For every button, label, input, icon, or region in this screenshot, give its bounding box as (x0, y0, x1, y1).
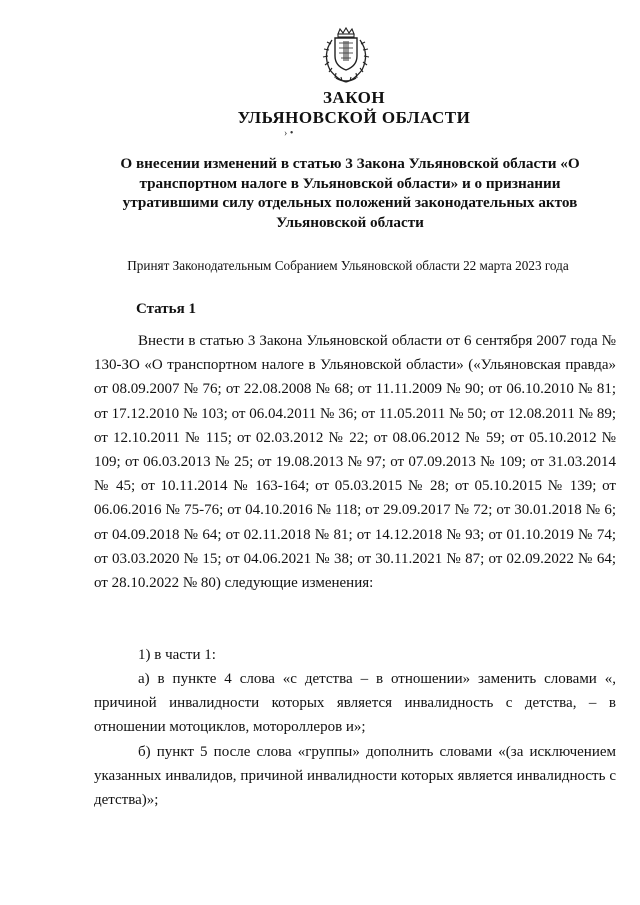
coat-of-arms-emblem (318, 26, 374, 86)
adoption-note: Принят Законодательным Собранием Ульяновской области 22 марта 2023 года (127, 258, 569, 273)
law-subtitle: О внесении изменений в статью 3 Закона Ульяновской области «О транспортном налоге в Ульяновской области» и о признании утратившими силу отдельных положений законодательных актов Ульяновской области (120, 155, 580, 231)
document-region-title: УЛЬЯНОВСКОЙ ОБЛАСТИ (237, 108, 471, 127)
document-type-title: ЗАКОН (322, 88, 386, 107)
article-item-1-b: б) пункт 5 после слова «группы» дополнить словами «(за исключением указанных инвалидов, причиной инвалидности которых является инвалидность с детства)»; (94, 744, 616, 809)
scan-marks: › • (284, 128, 294, 139)
article-item-1: 1) в части 1: (138, 647, 216, 663)
article-heading: Статья 1 (136, 301, 196, 317)
article-main-paragraph: Внести в статью 3 Закона Ульяновской области от 6 сентября 2007 года № 130-ЗО «О транспортном налоге в Ульяновской области» («Ульяновская правда» от 08.09.2007 № 76; от 22.08.2008 № 68; от 11.11.2009 № 90; от 06.10.2010 № 81; от 17.12.2010 № 103; от 06.04.2011 № 36; от 11.05.2011 № 50; от 12.08.2011 № 89; от 12.10.2011 № 115; от 02.03.2012 № 22; от 08.06.2012 № 59; от 05.10.2012 № 109; от 06.03.2013 № 25; от 19.08.2013 № 97; от 07.09.2013 № 109; от 31.03.2014 № 45; от 10.11.2014 № 163-164; от 05.03.2015 № 28; от 05.10.2015 № 139; от 06.06.2016 № 75-76; от 04.10.2016 № 118; от 29.09.2017 № 72; от 30.01.2018 № 6; от 04.09.2018 № 64; от 02.11.2018 № 81; от 14.12.2018 № 93; от 01.10.2019 № 74; от 03.03.2020 № 15; от 04.06.2021 № 38; от 30.11.2021 № 87; от 02.09.2022 № 64; от 28.10.2022 № 80) следующие изменения: (94, 333, 616, 592)
article-item-1-a: а) в пункте 4 слова «с детства – в отношении» заменить словами «, причиной инвалидности которых является инвалидность с детства, – в отношении мотоциклов, мотороллеров и»; (94, 671, 616, 736)
